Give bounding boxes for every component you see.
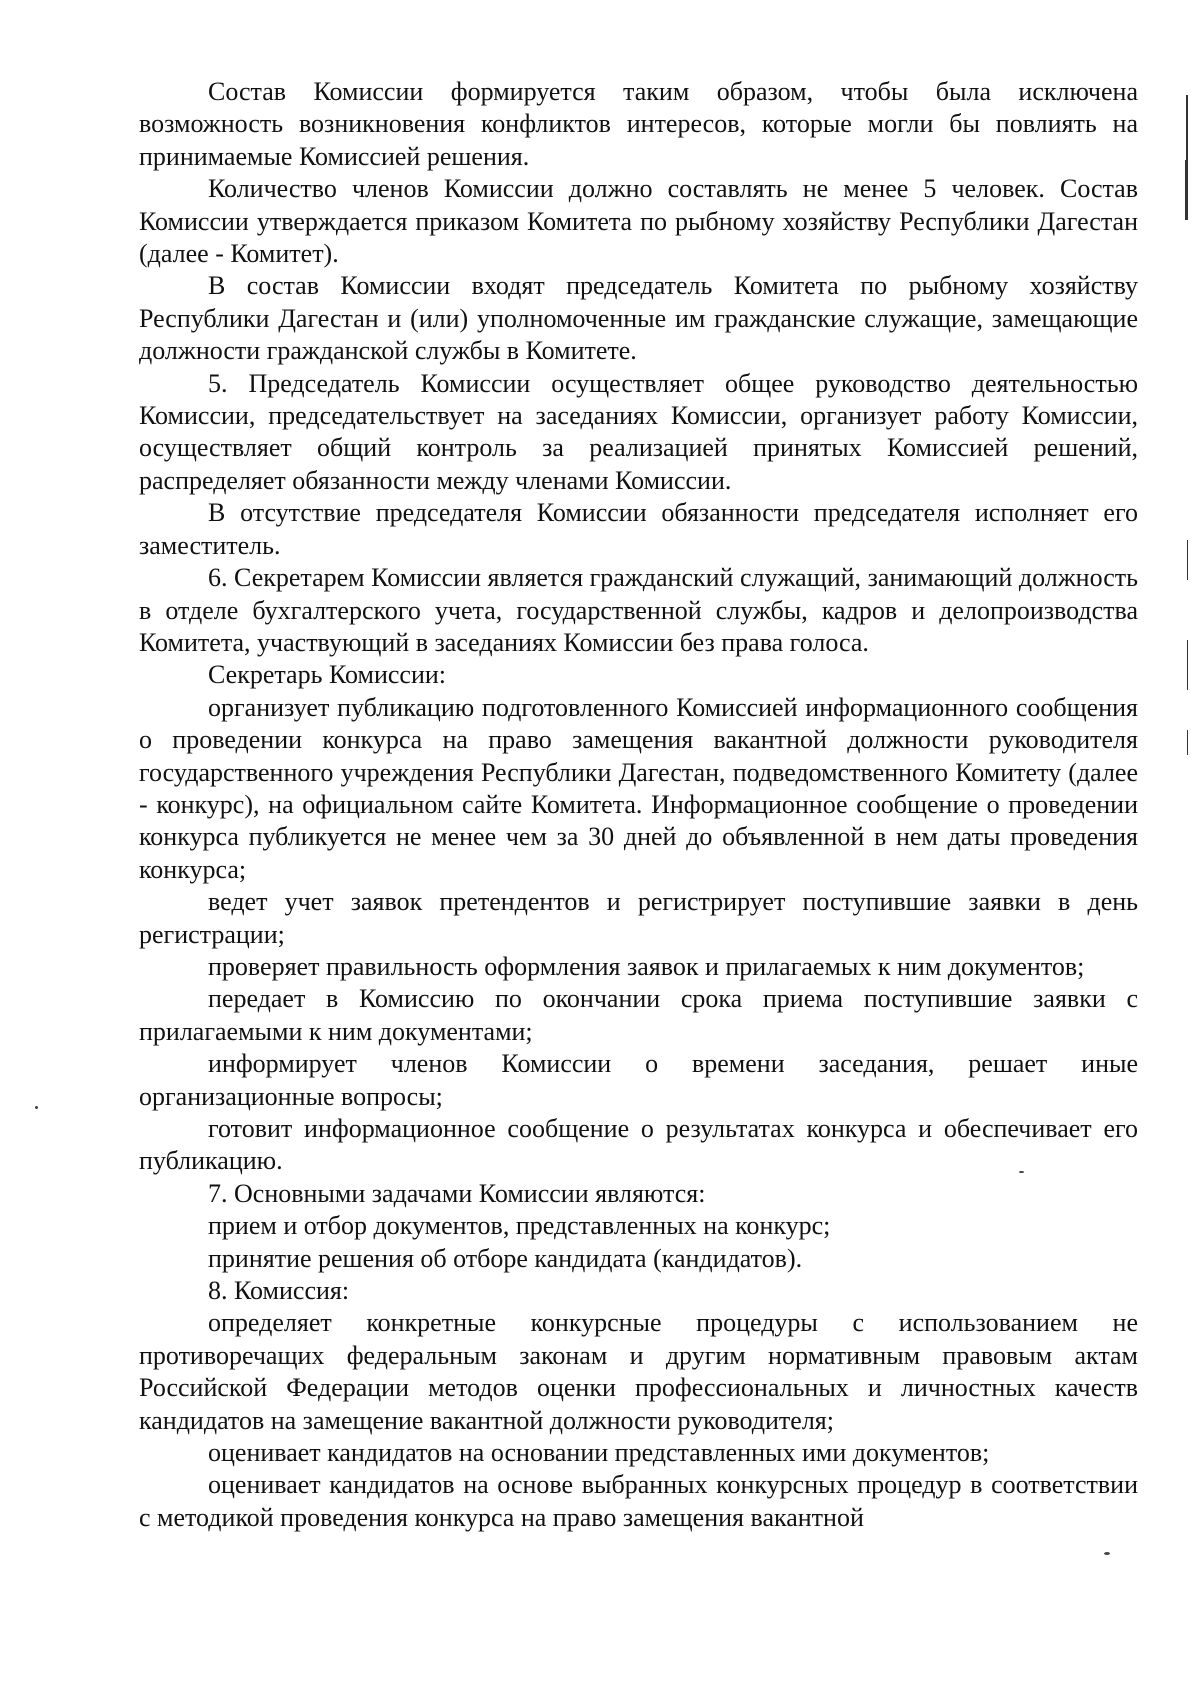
paragraph: принятие решения об отборе кандидата (кандидатов). xyxy=(208,1243,803,1273)
paragraph: 5. Председатель Комиссии осуществляет общее руководство деятельностью Комиссии, председательствует на заседаниях Комиссии, организует работу Комиссии, осуществляет общий контроль за реализацией принятых Комиссией решений, распределяет обязанности между членами Комиссии. xyxy=(139,368,1138,495)
scan-edge-mark xyxy=(1187,730,1188,755)
paragraph: Секретарь Комиссии: xyxy=(208,660,446,690)
paragraph: 8. Комиссия: xyxy=(208,1276,350,1306)
paragraph: прием и отбор документов, представленных на конкурс; xyxy=(208,1211,831,1241)
paragraph: 7. Основными задачами Комиссии являются: xyxy=(208,1178,706,1208)
scan-edge-mark xyxy=(1185,160,1188,220)
paragraph: оценивает кандидатов на основании представленных ими документов; xyxy=(208,1438,990,1468)
paragraph: проверяет правильность оформления заявок и прилагаемых к ним документов; xyxy=(208,951,1085,981)
scan-edge-mark xyxy=(1187,640,1188,690)
paragraph: оценивает кандидатов на основе выбранных конкурсных процедур в соответствии с методикой проведения конкурса на право замещения вакантной xyxy=(139,1470,1138,1532)
scan-edge-mark xyxy=(1187,540,1188,580)
paragraph: передает в Комиссию по окончании срока приема поступившие заявки с прилагаемыми к ним документами; xyxy=(139,984,1138,1046)
paragraph: 6. Секретарем Комиссии является гражданский служащий, занимающий должность в отделе бухгалтерского учета, государственной службы, кадров и делопроизводства Комитета, участвующий в заседаниях Комиссии без права голоса. xyxy=(139,563,1138,657)
scan-speck xyxy=(35,1106,38,1109)
document-body xyxy=(139,76,1138,1534)
paragraph: готовит информационное сообщение о результатах конкурса и обеспечивает его публикацию. xyxy=(139,1114,1138,1176)
paragraph: ведет учет заявок претендентов и регистрирует поступившие заявки в день регистрации; xyxy=(139,887,1138,949)
paragraph: информирует членов Комиссии о времени заседания, решает иные организационные вопросы; xyxy=(139,1049,1138,1111)
paragraph: В состав Комиссии входят председатель Комитета по рыбному хозяйству Республики Дагестан и (или) уполномоченные им гражданские служащие, замещающие должности гражданской службы в Комитете. xyxy=(139,271,1138,366)
paragraph: организует публикацию подготовленного Комиссией информационного сообщения о проведении конкурса на право замещения вакантной должности руководителя государственного учреждения Республики Дагестан, подведомственного Комитету (далее - конкурс), на официальном сайте Комитета. Информационное сообщение о проведении конкурса публикуется не менее чем за 30 дней до объявленной в нем даты проведения конкурса; xyxy=(139,692,1138,884)
paragraph: Количество членов Комиссии должно составлять не менее 5 человек. Состав Комиссии утверждается приказом Комитета по рыбному хозяйству Республики Дагестан (далее - Комитет). xyxy=(139,174,1138,269)
paragraph: В отсутствие председателя Комиссии обязанности председателя исполняет его заместитель. xyxy=(139,498,1138,560)
paragraph: Состав Комиссии формируется таким образом, чтобы была исключена возможность возникновения конфликтов интересов, которые могли бы повлиять на принимаемые Комиссией решения. xyxy=(139,77,1138,171)
paragraph: определяет конкретные конкурсные процедуры с использованием не противоречащих федеральным законам и другим нормативным правовым актам Российской Федерации методов оценки профессиональных и личностных качеств кандидатов на замещение вакантной должности руководителя; xyxy=(139,1308,1138,1435)
scan-speck xyxy=(1104,1552,1110,1555)
